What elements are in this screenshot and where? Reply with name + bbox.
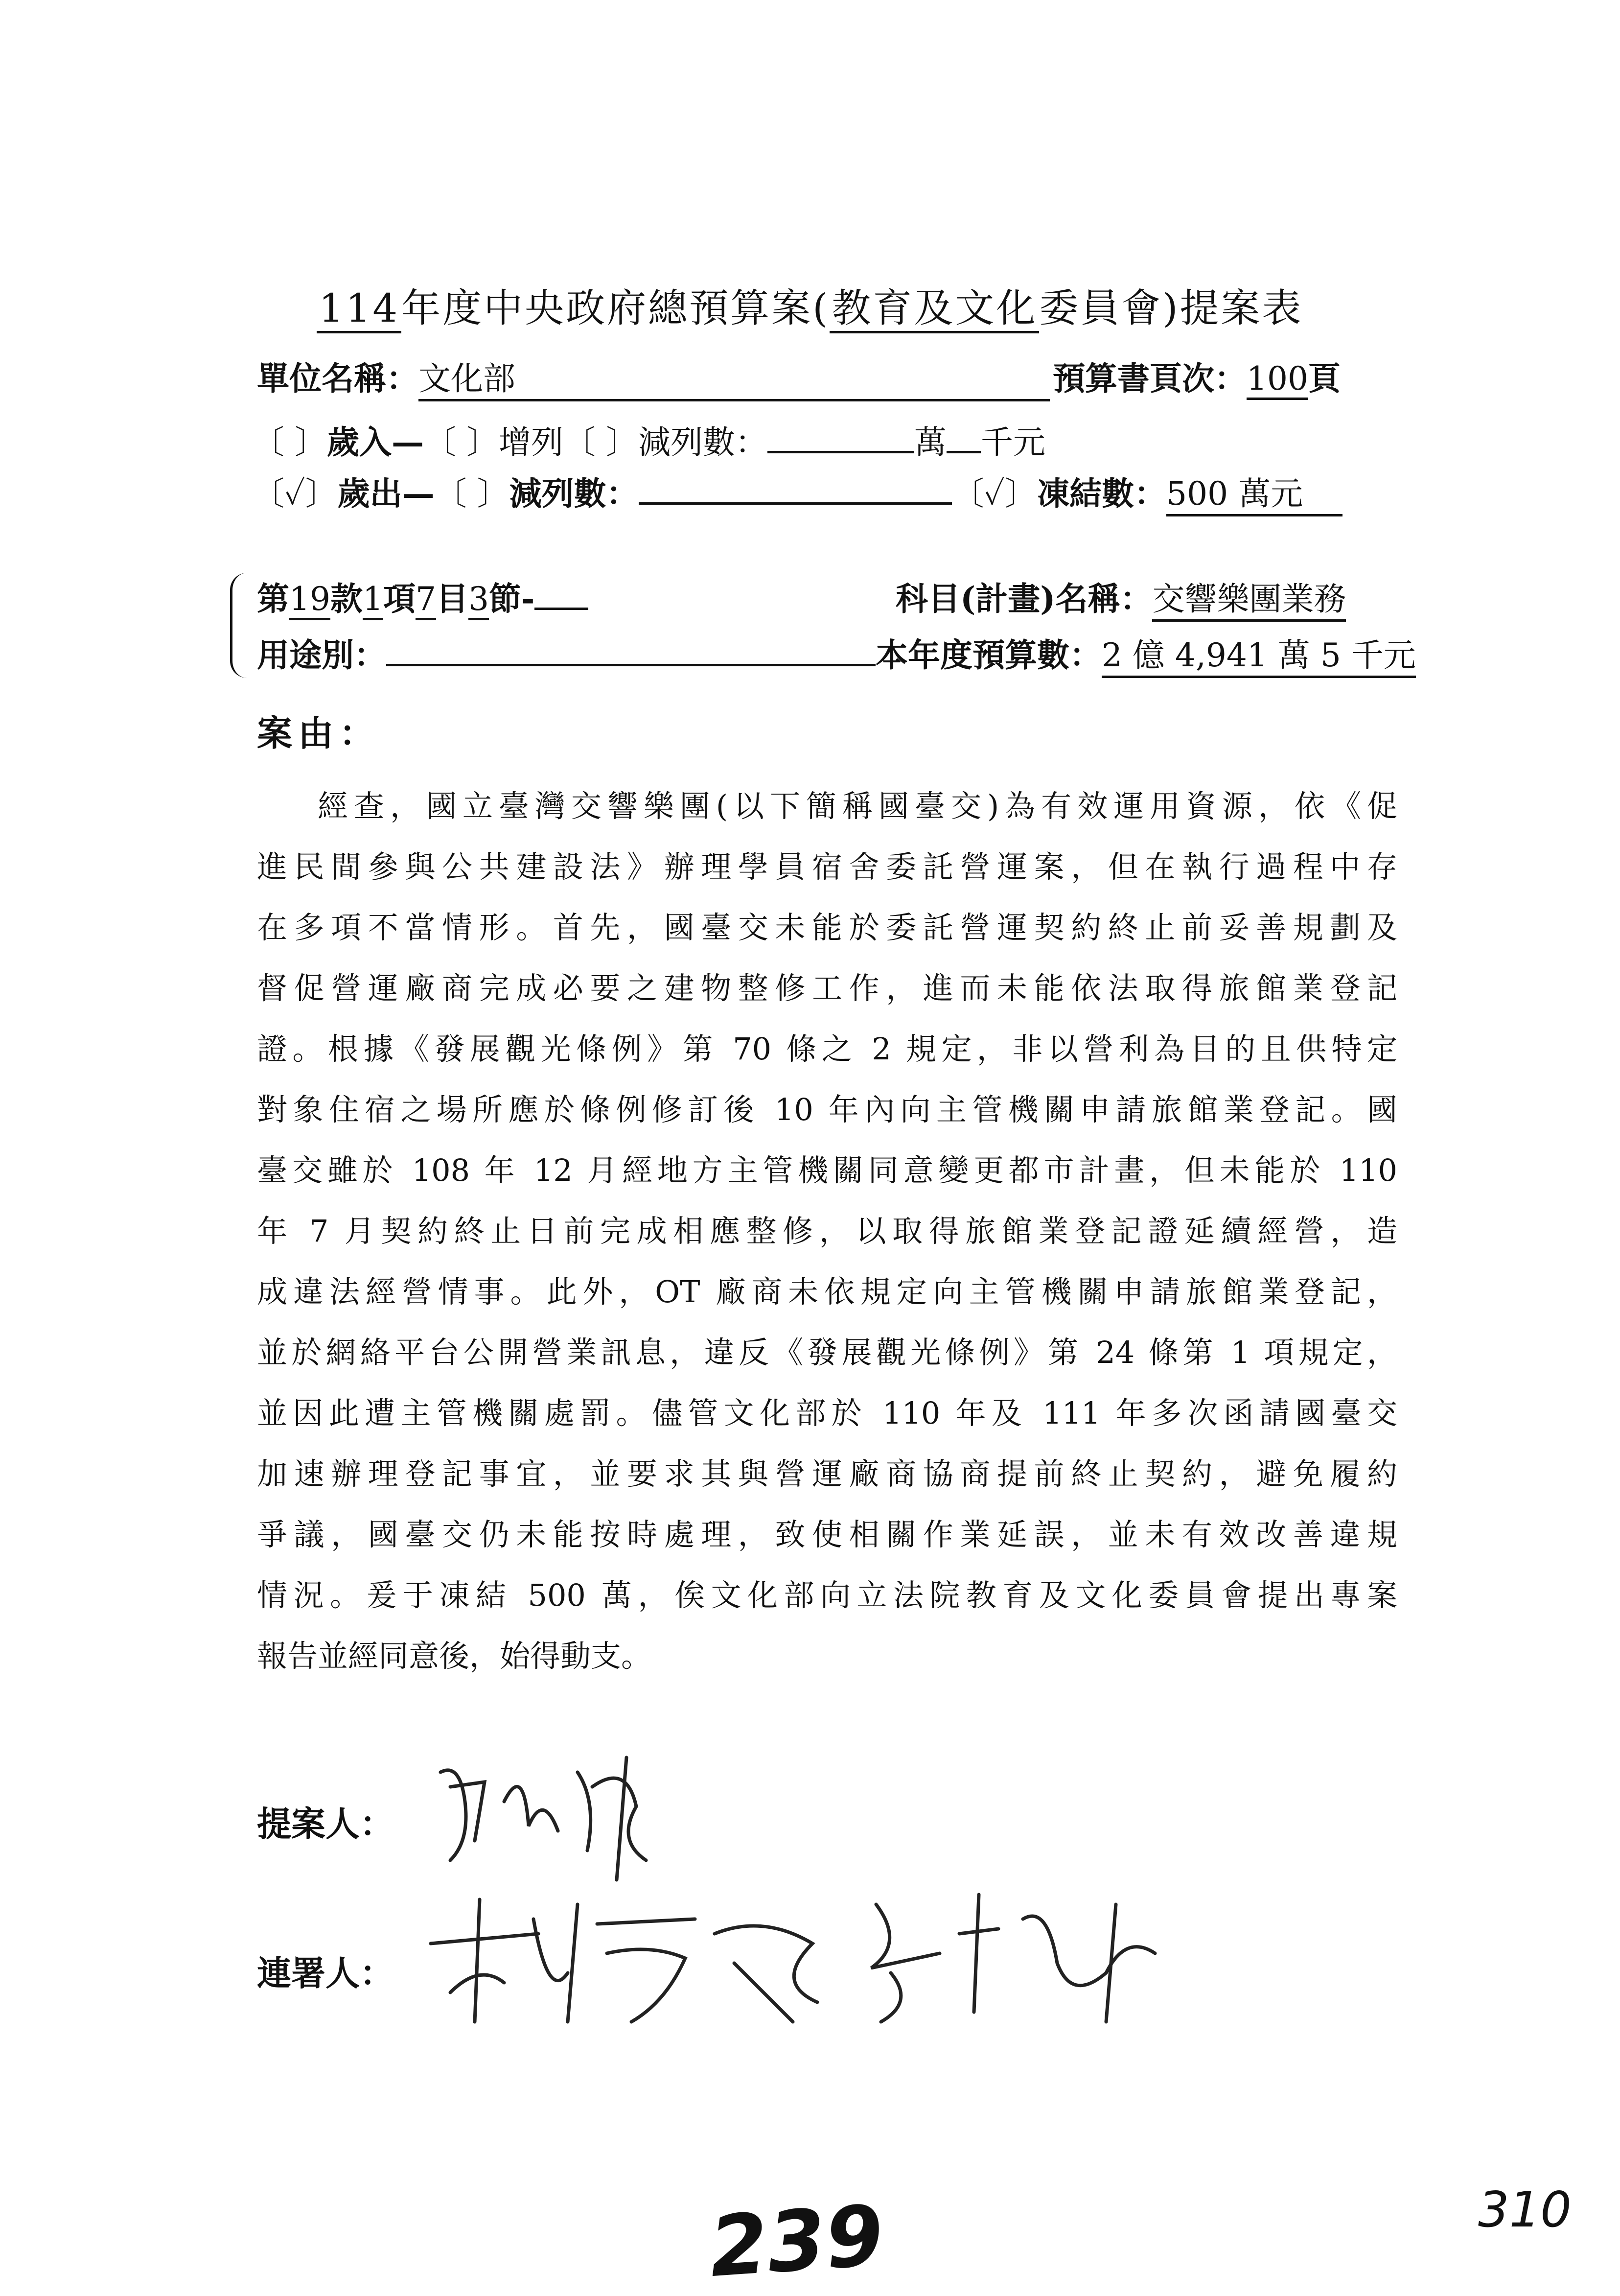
revenue-wan-blank[interactable]	[767, 422, 914, 453]
jie-value: 3	[468, 580, 489, 620]
reason-line: 情況。爰于凍結 500 萬，俟文化部向立法院教育及文化委員會提出專案	[257, 1577, 1397, 1613]
reason-label: 案由：	[257, 712, 381, 754]
increase-checkbox[interactable]: 〔 〕	[423, 423, 499, 461]
title-committee: 教育及文化	[830, 285, 1039, 333]
title-text: 年度中央政府總預算案(	[401, 285, 830, 331]
section-bracket	[230, 573, 247, 678]
revenue-row	[252, 416, 1045, 463]
wan-label: 萬	[914, 423, 947, 461]
xiang-label: 項	[383, 580, 416, 618]
qian-label: 千元	[980, 423, 1045, 461]
proposer-signature	[431, 1743, 705, 1890]
freeze-checkbox[interactable]: 〔✓〕	[951, 475, 1038, 513]
handwritten-page-number: 239	[706, 2187, 887, 2296]
budget-value: 2 億 4,941 萬 5 千元	[1102, 629, 1416, 678]
reason-line: 年 7 月契約終止日前完成相應整修，以取得旅館業登記證延續經營，造	[257, 1213, 1397, 1249]
reason-line: 經查，國立臺灣交響樂團(以下簡稱國臺交)為有效運用資源，依《促	[318, 788, 1397, 824]
reason-line: 加速辦理登記事宜，並要求其與營運廠商協商提前終止契約，避免履約	[257, 1456, 1397, 1492]
decrease-checkbox[interactable]: 〔 〕	[563, 423, 638, 461]
proposer-label: 提案人：	[257, 1804, 394, 1844]
subject-row	[896, 573, 1346, 622]
title-year: 114	[317, 285, 401, 333]
reason-line: 督促營運廠商完成必要之建物整修工作，進而未能依法取得旅館業登記	[257, 970, 1397, 1006]
revenue-qian-blank[interactable]	[947, 422, 981, 453]
reason-line: 並於網絡平台公開營業訊息，違反《發展觀光條例》第 24 條第 1 項規定，	[257, 1335, 1397, 1370]
freeze-label: 凍結數：	[1037, 474, 1167, 513]
reason-line: 爭議，國臺交仍未能按時處理，致使相關作業延誤，並未有效改善違規	[257, 1517, 1397, 1552]
reason-line: 成違法經營情事。此外，OT 廠商未依規定向主管機關申請旅館業登記，	[257, 1274, 1397, 1310]
section-row	[257, 573, 588, 620]
increase-label: 增列	[498, 423, 563, 461]
jie-label: 節-	[488, 580, 535, 618]
cosigner-signatures	[421, 1875, 1204, 2037]
subject-label: 科目(計畫)名稱：	[896, 580, 1153, 618]
section-di: 第	[257, 580, 289, 618]
unit-row	[257, 352, 1341, 401]
use-blank[interactable]	[386, 634, 876, 666]
handwritten-corner-number: 310	[1478, 2181, 1572, 2238]
use-row	[257, 629, 1416, 678]
reason-line: 證。根據《發展觀光條例》第 70 條之 2 規定，非以營利為目的且供特定	[257, 1031, 1397, 1067]
mu-label: 目	[436, 580, 468, 618]
page-unit: 頁	[1308, 359, 1341, 398]
reason-line: 在多項不當情形。首先，國臺交未能於委託營運契約終止前妥善規劃及	[257, 910, 1397, 945]
form-title	[0, 277, 1620, 333]
reason-line: 臺交雖於 108 年 12 月經地方主管機關同意變更都市計畫，但未能於 110	[257, 1152, 1397, 1188]
expense-checkbox[interactable]: 〔✓〕	[252, 475, 338, 513]
sub-section-blank[interactable]	[534, 578, 588, 610]
reason-line: 報告並經同意後，始得動支。	[257, 1638, 652, 1674]
expense-decrease-label: 減列數：	[509, 474, 639, 513]
subject-value: 交響樂團業務	[1152, 573, 1346, 622]
expense-decrease-checkbox[interactable]: 〔 〕	[434, 475, 509, 513]
page-label: 預算書頁次：	[1053, 359, 1247, 398]
title-suffix: 委員會)提案表	[1039, 285, 1303, 331]
use-label: 用途別：	[257, 636, 386, 674]
kuan-label: 款	[330, 580, 363, 618]
unit-label: 單位名稱：	[257, 359, 418, 398]
page-value: 100	[1247, 360, 1308, 400]
decrease-label: 減列數：	[638, 423, 767, 461]
reason-body	[257, 776, 1397, 1687]
reason-line: 對象住宿之場所應於條例修訂後 10 年內向主管機關申請旅館業登記。國	[257, 1092, 1397, 1127]
reason-line: 進民間參與公共建設法》辦理學員宿舍委託營運案，但在執行過程中存	[257, 849, 1397, 885]
cosigner-label: 連署人：	[257, 1953, 394, 1993]
kuan-value: 19	[289, 580, 330, 620]
expense-label: 歲出—	[337, 474, 435, 513]
revenue-checkbox[interactable]: 〔 〕	[252, 423, 327, 461]
revenue-label: 歲入—	[326, 423, 424, 461]
xiang-value: 1	[363, 580, 383, 620]
expense-decrease-blank[interactable]	[639, 473, 952, 505]
freeze-value: 500 萬元	[1166, 468, 1342, 516]
unit-value: 文化部	[418, 352, 1050, 401]
reason-line: 並因此遭主管機關處罰。儘管文化部於 110 年及 111 年多次函請國臺交	[257, 1395, 1397, 1431]
mu-value: 7	[416, 580, 436, 620]
expense-row	[252, 468, 1342, 516]
budget-label: 本年度預算數：	[876, 636, 1102, 674]
